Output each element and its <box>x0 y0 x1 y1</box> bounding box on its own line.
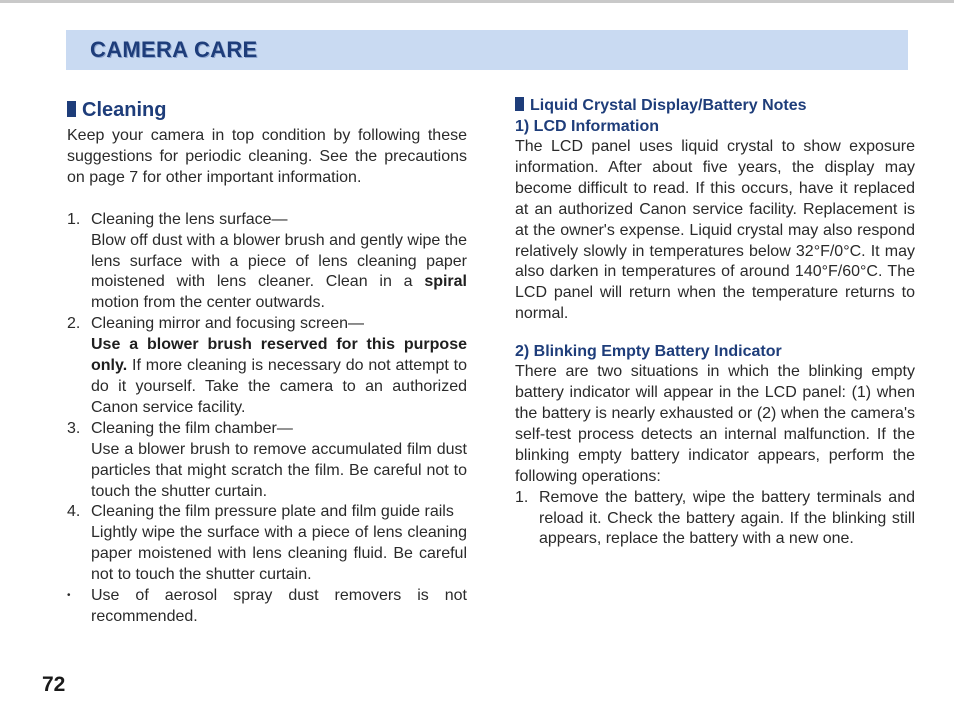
item-body: Remove the battery, wipe the battery terminals and reload it. Check the battery again. If the blinking still appears, replace the battery with a new one. <box>539 488 915 548</box>
list-item <box>67 314 467 335</box>
right-column <box>515 95 915 550</box>
item-number: 1. <box>515 488 529 506</box>
lcd-paragraph: The LCD panel uses liquid crystal to show exposure information. After about five years, the display may become difficult to read. If this occurs, have it replaced at an authorized Canon service facility. Replacement is at the owner's expense. Liquid crystal may also respond relatively slowly in temperatures below 32°F/0°C. It may also darken in temperatures of around 140°F/60°C. The LCD panel will return when the temperature returns to normal. <box>515 138 915 323</box>
item-number: 1. <box>67 210 81 228</box>
item-title: Cleaning the film pressure plate and film guide rails <box>91 503 454 521</box>
note <box>67 586 467 628</box>
item-body: Use a blower brush reserved for this purpose only. If more cleaning is necessary do not attempt to do it yourself. Take the camera to an authorized Canon service facility. <box>91 336 467 416</box>
lcd-subheading: 1) LCD Information <box>515 118 659 135</box>
list-item <box>515 488 915 551</box>
top-rule <box>0 0 954 3</box>
note-bullet-icon: • <box>67 590 71 602</box>
square-bullet-icon <box>67 101 76 117</box>
note-text: Use of aerosol spray dust removers is not recommended. <box>91 587 467 625</box>
list-item <box>67 210 467 231</box>
cleaning-intro: Keep your camera in top condition by following these suggestions for periodic cleaning. See the precautions on page 7 for other important information. <box>67 127 467 186</box>
bold-term: spiral <box>424 273 467 291</box>
cleaning-heading-text: Cleaning <box>82 99 167 121</box>
square-bullet-icon <box>515 97 524 111</box>
left-column <box>67 98 467 628</box>
item-title: Cleaning the film chamber— <box>91 419 293 437</box>
cleaning-heading <box>67 98 467 122</box>
section-banner <box>66 30 908 70</box>
item-body: Blow off dust with a blower brush and gently wipe the lens surface with a piece of lens cleaning paper moistened with lens cleaner. Clean in a spiral motion from the center outwards. <box>91 231 467 312</box>
item-number: 3. <box>67 419 81 437</box>
item-number: 4. <box>67 503 81 521</box>
list-item <box>67 502 467 523</box>
lcd-heading <box>515 95 915 116</box>
battery-subheading: 2) Blinking Empty Battery Indicator <box>515 343 782 361</box>
item-body: Use a blower brush to remove accumulated film dust particles that might scratch the film. Be careful not to touch the shutter curtain. <box>91 440 467 500</box>
bold-warning: Use a blower brush reserved for this purpose only. <box>91 336 467 375</box>
item-number: 2. <box>67 315 81 333</box>
lcd-heading-text: Liquid Crystal Display/Battery Notes <box>530 97 807 114</box>
page-number: 72 <box>42 673 66 696</box>
list-item <box>67 419 467 440</box>
page-title: CAMERA CARE <box>90 37 258 62</box>
item-title: Cleaning mirror and focusing screen— <box>91 315 365 333</box>
item-title: Cleaning the lens surface— <box>91 210 288 228</box>
item-body: Lightly wipe the surface with a piece of lens cleaning paper moistened with lens cleaning fluid. Be careful not to touch the shutter curtain. <box>91 524 467 584</box>
battery-paragraph: There are two situations in which the blinking empty battery indicator will appear in the LCD panel: (1) when the battery is nearly exhausted or (2) when the camera's self-test process detects an internal malfunction. If the blinking empty battery indicator appears, perform the following operations: <box>515 363 915 485</box>
